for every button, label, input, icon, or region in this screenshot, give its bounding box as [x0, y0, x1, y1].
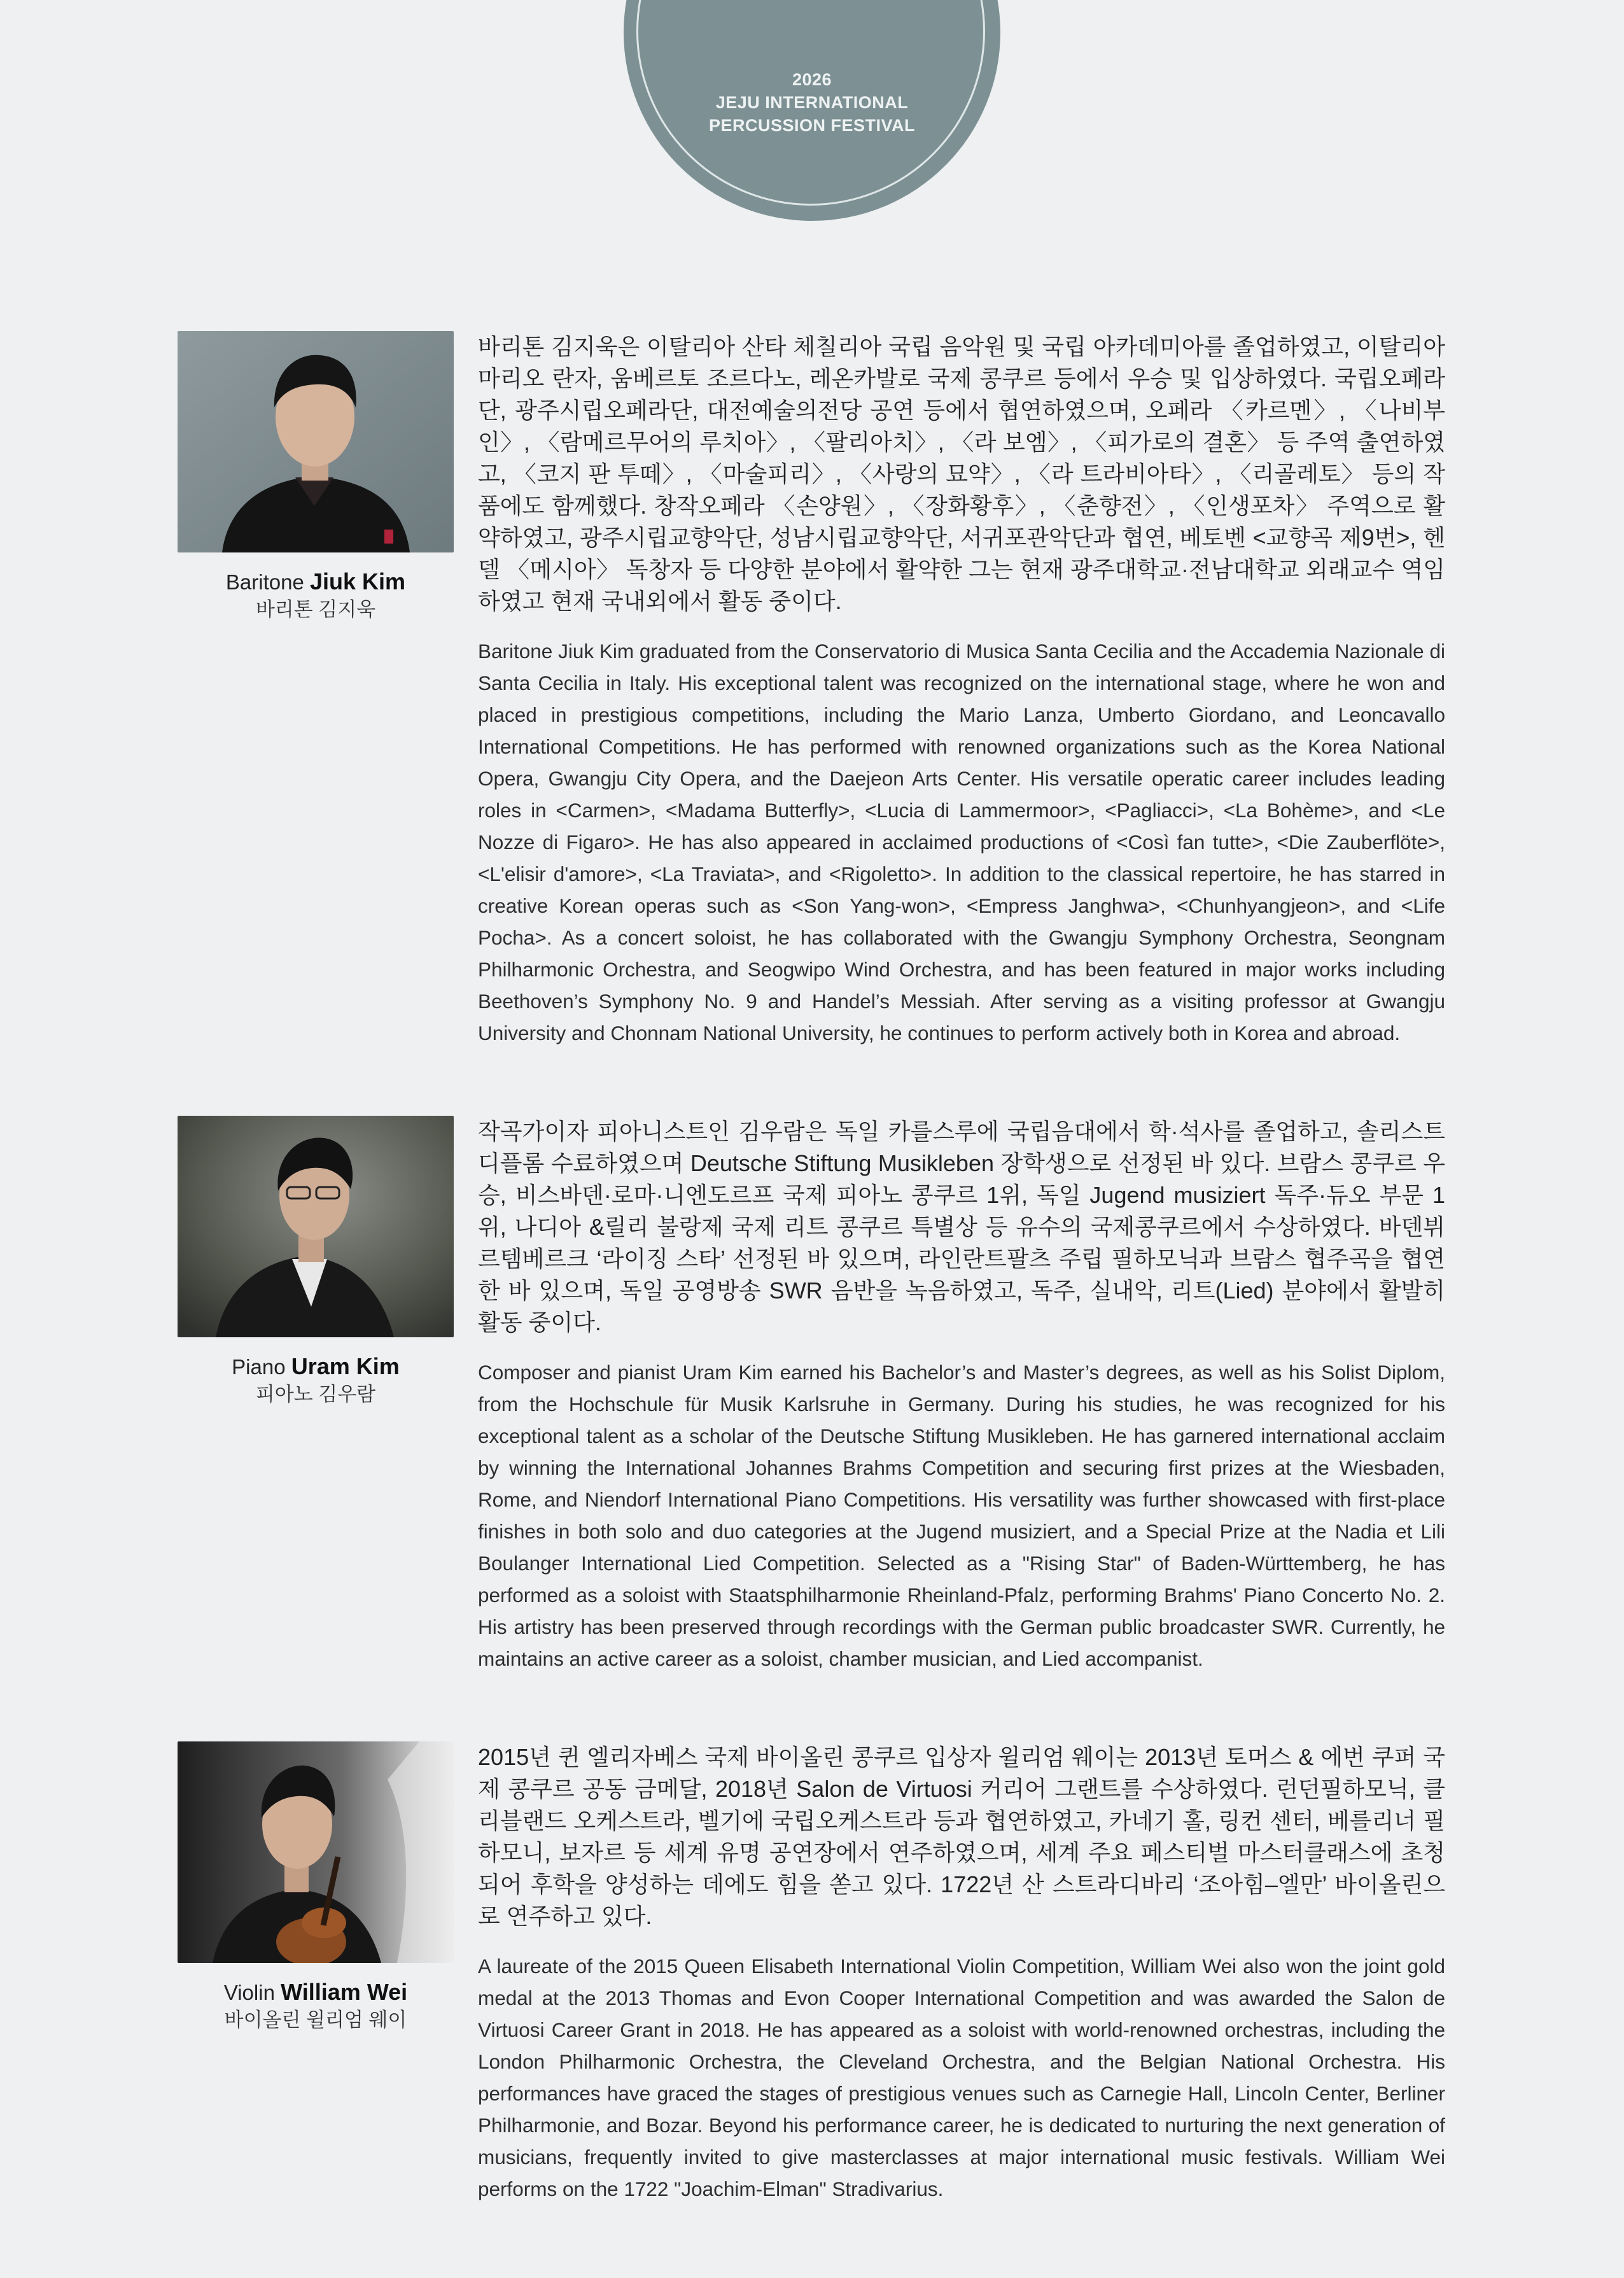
artist-role: Baritone	[225, 570, 304, 594]
artist-caption	[178, 1353, 454, 1408]
portrait-image	[178, 1741, 454, 1963]
artist-role: Piano	[232, 1355, 286, 1379]
artist-bio	[478, 1741, 1445, 2205]
artist-korean-caption: 피아노 김우람	[255, 1383, 376, 1405]
bio-korean: 바리톤 김지욱은 이탈리아 산타 체칠리아 국립 음악원 및 국립 아카데미아를 졸업하였고, 이탈리아 마리오 란자, 움베르토 조르다노, 레온카발로 국제 콩쿠르 등에서 우승 및 입상하였다. 국립오페라단, 광주시립오페라단, 대전예술의전당 공연 등에서 협연하였으며, 오페라 〈카르멘〉, 〈나비부인〉, 〈람메르무어의 루치아〉, 〈팔리아치〉, 〈라 보엠〉, 〈피가로의 결혼〉 등 주역 출연하였고, 〈코지 판 투떼〉, 〈마술피리〉, 〈사랑의 묘약〉, 〈라 트라비아타〉, 〈리골레토〉 등의 작품에도 함께했다. 창작오페라 〈손양원〉, 〈장화황후〉, 〈춘향전〉, 〈인생포차〉 주역으로 활약하였고, 광주시립교향악단, 성남시립교향악단, 서귀포관악단과 협연, 베토벤 <교향곡 제9번>, 헨델 〈메시아〉 독창자 등 다양한 분야에서 활약한 그는 현재 광주대학교·전남대학교 외래교수 역임하였고 현재 국내외에서 활동 중이다.	[478, 334, 1445, 614]
artist-name: Jiuk Kim	[310, 568, 406, 594]
festival-year: 2026	[792, 70, 832, 89]
artist-korean-caption: 바이올린 윌리엄 웨이	[224, 2009, 407, 2031]
bio-english: A laureate of the 2015 Queen Elisabeth International Violin Competition, William Wei also won the joint gold medal at the 2013 Thomas and Evon Cooper International Competition and was awarded the Salon de Virtuosi Career Grant in 2018. He has appeared as a soloist with world-renowned orchestras, including the London Philharmonic Orchestra, the Cleveland Orchestra, and the Belgian National Orchestra. His performances have graced the stages of prestigious venues such as Carnegie Hall, Lincoln Center, Berliner Philharmonie, and Bozar. Beyond his performance career, he is dedicated to nurturing the next generation of musicians, frequently invited to give masterclasses at major international music festivals. William Wei performs on the 1722 "Joachim-Elman" Stradivarius.	[478, 1955, 1445, 2200]
portrait-image	[178, 1116, 454, 1337]
artist-role-name	[178, 1978, 454, 2007]
bio-korean: 작곡가이자 피아니스트인 김우람은 독일 카를스루에 국립음대에서 학·석사를 졸업하고, 솔리스트 디플롬 수료하였으며 Deutsche Stiftung Musikleben 장학생으로 선정된 바 있다. 브람스 콩쿠르 우승, 비스바덴·로마·니엔도르프 국제 피아노 콩쿠르 1위, 독일 Jugend musiziert 독주·듀오 부문 1위, 나디아 &릴리 불랑제 국제 리트 콩쿠르 특별상 등 유수의 국제콩쿠르에서 수상하였다. 바덴뷔르템베르크 ‘라이징 스타’ 선정된 바 있으며, 라인란트팔츠 주립 필하모닉과 브람스 협주곡을 협연한 바 있으며, 독일 공영방송 SWR 음반을 녹음하였고, 독주, 실내악, 리트(Lied) 분야에서 활발히 활동 중이다.	[478, 1118, 1445, 1335]
artist-bio	[478, 1116, 1445, 1675]
artist-photo	[178, 1741, 454, 1963]
artist-role: Violin	[223, 1981, 275, 2004]
festival-title-line-1: JEJU INTERNATIONAL	[715, 93, 909, 112]
artist-caption	[178, 568, 454, 623]
bio-english: Composer and pianist Uram Kim earned his Bachelor’s and Master’s degrees, as well as his Solist Diplom, from the Hochschule für Musik Karlsruhe in Germany. During his studies, he was recognized for his exceptional talent as a scholar of the Deutsche Stiftung Musikleben. He has garnered international acclaim by winning the International Johannes Brahms Competition and securing first prizes at the Wiesbaden, Rome, and Niendorf International Piano Competitions. His versatility was further showcased with first-place finishes in both solo and duo categories at the Jugend musiziert, and a Special Prize at the Nadia et Lili Boulanger International Lied Competition. Selected as a "Rising Star" of Baden-Württemberg, he has performed as a soloist with Staatsphilharmonie Rheinland-Pfalz, performing Brahms' Piano Concerto No. 2. His artistry has been preserved through recordings with the German public broadcaster SWR. Currently, he maintains an active career as a soloist, chamber musician, and Lied accompanist.	[478, 1361, 1445, 1670]
bio-korean: 2015년 퀸 엘리자베스 국제 바이올린 콩쿠르 입상자 윌리엄 웨이는 2013년 토머스 & 에번 쿠퍼 국제 콩쿠르 공동 금메달, 2018년 Salon de Virtuosi 커리어 그랜트를 수상하였다. 런던필하모닉, 클리블랜드 오케스트라, 벨기에 국립오케스트라 등과 협연하였고, 카네기 홀, 링컨 센터, 베를리너 필하모니, 보자르 등 세계 유명 공연장에서 연주하였으며, 세계 주요 페스티벌 마스터클래스에 초청되어 후학을 양성하는 데에도 힘을 쏟고 있다. 1722년 산 스트라디바리 ‘조아힘–엘만’ 바이올린으로 연주하고 있다.	[478, 1744, 1445, 1929]
artist-bio	[478, 331, 1445, 1049]
artist-name: Uram Kim	[291, 1353, 400, 1379]
festival-title	[624, 68, 1000, 137]
artist-role-name	[178, 1353, 454, 1381]
portrait-image	[178, 331, 454, 552]
bio-english: Baritone Jiuk Kim graduated from the Conservatorio di Musica Santa Cecilia and the Accademia Nazionale di Santa Cecilia in Italy. His exceptional talent was recognized on the international stage, where he won and placed in prestigious competitions, including the Mario Lanza, Umberto Giordano, and Leoncavallo International Competitions. He has performed with renowned organizations such as the Korea National Opera, Gwangju City Opera, and the Daejeon Arts Center. His versatile operatic career includes leading roles in <Carmen>, <Madama Butterfly>, <Lucia di Lammermoor>, <Pagliacci>, <La Bohème>, and <Le Nozze di Figaro>. He has also appeared in acclaimed productions of <Così fan tutte>, <Die Zauberflöte>, <L'elisir d'amore>, <La Traviata>, and <Rigoletto>. In addition to the classical repertoire, he has starred in creative Korean operas such as <Son Yang-won>, <Empress Janghwa>, <Chunhyangjeon>, and <Life Pocha>. As a concert soloist, he has collaborated with the Gwangju Symphony Orchestra, Seongnam Philharmonic Orchestra, and Seogwipo Wind Orchestra, and has been featured in major works including Beethoven’s Symphony No. 9 and Handel’s Messiah. After serving as a visiting professor at Gwangju University and Chonnam National University, he continues to perform actively both in Korea and abroad.	[478, 640, 1445, 1044]
artist-name: William Wei	[281, 1979, 408, 2005]
festival-badge	[624, 0, 1000, 221]
artist-photo	[178, 331, 454, 552]
artist-role-name	[178, 568, 454, 596]
artist-photo	[178, 1116, 454, 1337]
festival-title-line-2: PERCUSSION FESTIVAL	[708, 116, 916, 135]
artist-caption	[178, 1978, 454, 2034]
artist-korean-caption: 바리톤 김지욱	[255, 598, 376, 621]
